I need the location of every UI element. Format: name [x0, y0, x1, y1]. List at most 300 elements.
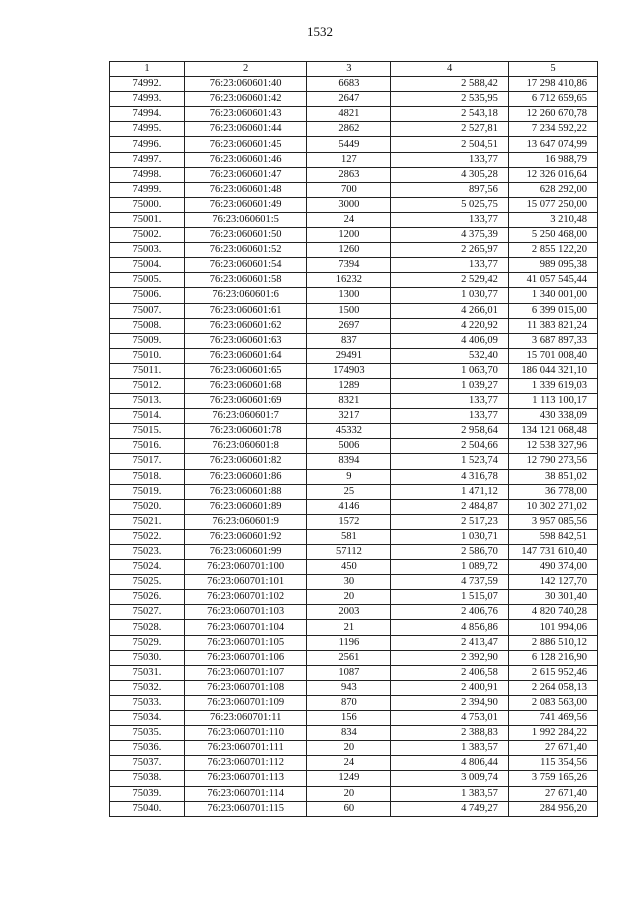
row-number-cell: 75039.	[110, 786, 185, 801]
cadastral-number-cell: 76:23:060601:42	[184, 92, 307, 107]
row-number-cell: 75023.	[110, 545, 185, 560]
rate-cell: 2 400,91	[391, 680, 508, 695]
rate-cell: 2 406,76	[391, 605, 508, 620]
row-number-cell: 75008.	[110, 318, 185, 333]
value-cell: 16 988,79	[508, 152, 597, 167]
table-row	[110, 620, 598, 635]
table-row	[110, 711, 598, 726]
area-cell: 29491	[307, 348, 391, 363]
area-cell: 2647	[307, 92, 391, 107]
area-cell: 6683	[307, 77, 391, 92]
cadastral-number-cell: 76:23:060701:113	[184, 771, 307, 786]
value-cell: 3 687 897,33	[508, 333, 597, 348]
rate-cell: 1 039,27	[391, 378, 508, 393]
cadastral-number-cell: 76:23:060601:9	[184, 514, 307, 529]
value-cell: 41 057 545,44	[508, 273, 597, 288]
value-cell: 17 298 410,86	[508, 77, 597, 92]
area-cell: 1500	[307, 303, 391, 318]
rate-cell: 1 383,57	[391, 786, 508, 801]
row-number-cell: 74994.	[110, 107, 185, 122]
row-number-cell: 75007.	[110, 303, 185, 318]
row-number-cell: 75019.	[110, 484, 185, 499]
cadastral-number-cell: 76:23:060601:78	[184, 424, 307, 439]
cadastral-number-cell: 76:23:060701:110	[184, 726, 307, 741]
area-cell: 1572	[307, 514, 391, 529]
row-number-cell: 75025.	[110, 575, 185, 590]
value-cell: 628 292,00	[508, 182, 597, 197]
table-row	[110, 529, 598, 544]
header-cell-3: 3	[307, 62, 391, 77]
row-number-cell: 74995.	[110, 122, 185, 137]
value-cell: 6 128 216,90	[508, 650, 597, 665]
area-cell: 1260	[307, 243, 391, 258]
value-cell: 147 731 610,40	[508, 545, 597, 560]
cadastral-number-cell: 76:23:060601:52	[184, 243, 307, 258]
table-row	[110, 499, 598, 514]
area-cell: 3000	[307, 197, 391, 212]
table-row	[110, 484, 598, 499]
row-number-cell: 75014.	[110, 409, 185, 424]
row-number-cell: 75038.	[110, 771, 185, 786]
value-cell: 741 469,56	[508, 711, 597, 726]
area-cell: 581	[307, 529, 391, 544]
value-cell: 1 113 100,17	[508, 394, 597, 409]
value-cell: 490 374,00	[508, 560, 597, 575]
rate-cell: 2 504,51	[391, 137, 508, 152]
table-row	[110, 152, 598, 167]
rate-cell: 2 388,83	[391, 726, 508, 741]
row-number-cell: 75006.	[110, 288, 185, 303]
rate-cell: 5 025,75	[391, 197, 508, 212]
table-row	[110, 258, 598, 273]
rate-cell: 1 523,74	[391, 454, 508, 469]
value-cell: 12 326 016,64	[508, 167, 597, 182]
value-cell: 12 260 670,78	[508, 107, 597, 122]
value-cell: 7 234 592,22	[508, 122, 597, 137]
rate-cell: 4 753,01	[391, 711, 508, 726]
row-number-cell: 75001.	[110, 212, 185, 227]
cadastral-number-cell: 76:23:060601:6	[184, 288, 307, 303]
rate-cell: 4 220,92	[391, 318, 508, 333]
area-cell: 20	[307, 590, 391, 605]
rate-cell: 2 394,90	[391, 695, 508, 710]
table-row	[110, 469, 598, 484]
value-cell: 11 383 821,24	[508, 318, 597, 333]
rate-cell: 133,77	[391, 409, 508, 424]
row-number-cell: 75036.	[110, 741, 185, 756]
area-cell: 9	[307, 469, 391, 484]
row-number-cell: 75030.	[110, 650, 185, 665]
area-cell: 30	[307, 575, 391, 590]
table-row	[110, 650, 598, 665]
area-cell: 20	[307, 786, 391, 801]
rate-cell: 1 030,71	[391, 529, 508, 544]
area-cell: 870	[307, 695, 391, 710]
value-cell: 101 994,06	[508, 620, 597, 635]
cadastral-number-cell: 76:23:060601:50	[184, 228, 307, 243]
header-cell-2: 2	[184, 62, 307, 77]
table-row	[110, 77, 598, 92]
table-row	[110, 363, 598, 378]
table-row	[110, 348, 598, 363]
cadastral-number-cell: 76:23:060601:8	[184, 439, 307, 454]
area-cell: 700	[307, 182, 391, 197]
value-cell: 27 671,40	[508, 741, 597, 756]
table-row	[110, 107, 598, 122]
cadastral-number-cell: 76:23:060601:62	[184, 318, 307, 333]
row-number-cell: 74992.	[110, 77, 185, 92]
area-cell: 1196	[307, 635, 391, 650]
row-number-cell: 75000.	[110, 197, 185, 212]
value-cell: 13 647 074,99	[508, 137, 597, 152]
cadastral-number-cell: 76:23:060601:99	[184, 545, 307, 560]
table-row	[110, 288, 598, 303]
table-row	[110, 786, 598, 801]
row-number-cell: 75017.	[110, 454, 185, 469]
rate-cell: 2 484,87	[391, 499, 508, 514]
table-row	[110, 726, 598, 741]
table-row	[110, 454, 598, 469]
table-row	[110, 182, 598, 197]
value-cell: 2 264 058,13	[508, 680, 597, 695]
area-cell: 837	[307, 333, 391, 348]
value-cell: 2 615 952,46	[508, 665, 597, 680]
area-cell: 24	[307, 756, 391, 771]
area-cell: 1300	[307, 288, 391, 303]
table-row	[110, 590, 598, 605]
cadastral-number-cell: 76:23:060701:107	[184, 665, 307, 680]
table-row	[110, 635, 598, 650]
value-cell: 6 712 659,65	[508, 92, 597, 107]
rate-cell: 2 958,64	[391, 424, 508, 439]
area-cell: 16232	[307, 273, 391, 288]
table-row	[110, 439, 598, 454]
row-number-cell: 75028.	[110, 620, 185, 635]
value-cell: 142 127,70	[508, 575, 597, 590]
row-number-cell: 74999.	[110, 182, 185, 197]
table-row	[110, 212, 598, 227]
value-cell: 2 855 122,20	[508, 243, 597, 258]
area-cell: 20	[307, 741, 391, 756]
cadastral-number-cell: 76:23:060601:5	[184, 212, 307, 227]
row-number-cell: 75020.	[110, 499, 185, 514]
row-number-cell: 75003.	[110, 243, 185, 258]
rate-cell: 2 413,47	[391, 635, 508, 650]
table-row	[110, 756, 598, 771]
row-number-cell: 75015.	[110, 424, 185, 439]
table-row	[110, 409, 598, 424]
cadastral-number-cell: 76:23:060601:47	[184, 167, 307, 182]
value-cell: 284 956,20	[508, 801, 597, 816]
page-number: 1532	[307, 24, 333, 39]
cadastral-number-cell: 76:23:060601:49	[184, 197, 307, 212]
area-cell: 2561	[307, 650, 391, 665]
area-cell: 450	[307, 560, 391, 575]
rate-cell: 4 737,59	[391, 575, 508, 590]
area-cell: 8321	[307, 394, 391, 409]
area-cell: 4146	[307, 499, 391, 514]
cadastral-number-cell: 76:23:060701:101	[184, 575, 307, 590]
rate-cell: 2 265,97	[391, 243, 508, 258]
rate-cell: 4 856,86	[391, 620, 508, 635]
value-cell: 115 354,56	[508, 756, 597, 771]
row-number-cell: 74993.	[110, 92, 185, 107]
row-number-cell: 75040.	[110, 801, 185, 816]
table-row	[110, 560, 598, 575]
value-cell: 3 210,48	[508, 212, 597, 227]
rate-cell: 4 316,78	[391, 469, 508, 484]
rate-cell: 1 383,57	[391, 741, 508, 756]
table-row	[110, 741, 598, 756]
rate-cell: 532,40	[391, 348, 508, 363]
area-cell: 24	[307, 212, 391, 227]
cadastral-number-cell: 76:23:060601:64	[184, 348, 307, 363]
row-number-cell: 75033.	[110, 695, 185, 710]
cadastral-number-cell: 76:23:060601:7	[184, 409, 307, 424]
area-cell: 57112	[307, 545, 391, 560]
table-row	[110, 318, 598, 333]
cadastral-number-cell: 76:23:060601:65	[184, 363, 307, 378]
row-number-cell: 75031.	[110, 665, 185, 680]
area-cell: 45332	[307, 424, 391, 439]
area-cell: 943	[307, 680, 391, 695]
cadastral-number-cell: 76:23:060601:54	[184, 258, 307, 273]
area-cell: 60	[307, 801, 391, 816]
value-cell: 10 302 271,02	[508, 499, 597, 514]
cadastral-number-cell: 76:23:060601:92	[184, 529, 307, 544]
table-row	[110, 122, 598, 137]
value-cell: 4 820 740,28	[508, 605, 597, 620]
value-cell: 12 538 327,96	[508, 439, 597, 454]
cadastral-number-cell: 76:23:060601:45	[184, 137, 307, 152]
cadastral-number-cell: 76:23:060701:111	[184, 741, 307, 756]
row-number-cell: 75018.	[110, 469, 185, 484]
cadastral-number-cell: 76:23:060701:114	[184, 786, 307, 801]
cadastral-number-cell: 76:23:060601:68	[184, 378, 307, 393]
cadastral-number-cell: 76:23:060701:104	[184, 620, 307, 635]
row-number-cell: 75032.	[110, 680, 185, 695]
area-cell: 127	[307, 152, 391, 167]
cadastral-number-cell: 76:23:060601:82	[184, 454, 307, 469]
rate-cell: 1 030,77	[391, 288, 508, 303]
value-cell: 30 301,40	[508, 590, 597, 605]
table-row	[110, 424, 598, 439]
value-cell: 134 121 068,48	[508, 424, 597, 439]
value-cell: 3 759 165,26	[508, 771, 597, 786]
cadastral-number-cell: 76:23:060601:44	[184, 122, 307, 137]
rate-cell: 2 504,66	[391, 439, 508, 454]
row-number-cell: 75029.	[110, 635, 185, 650]
value-cell: 36 778,00	[508, 484, 597, 499]
rate-cell: 2 588,42	[391, 77, 508, 92]
area-cell: 1249	[307, 771, 391, 786]
rate-cell: 133,77	[391, 212, 508, 227]
cadastral-number-cell: 76:23:060701:108	[184, 680, 307, 695]
rate-cell: 2 543,18	[391, 107, 508, 122]
cadastral-number-cell: 76:23:060601:63	[184, 333, 307, 348]
row-number-cell: 74997.	[110, 152, 185, 167]
value-cell: 2 083 563,00	[508, 695, 597, 710]
cadastral-number-cell: 76:23:060701:109	[184, 695, 307, 710]
area-cell: 5006	[307, 439, 391, 454]
cadastral-number-cell: 76:23:060701:115	[184, 801, 307, 816]
rate-cell: 2 529,42	[391, 273, 508, 288]
table-row	[110, 514, 598, 529]
rate-cell: 1 471,12	[391, 484, 508, 499]
area-cell: 1289	[307, 378, 391, 393]
data-table	[109, 61, 598, 817]
value-cell: 1 339 619,03	[508, 378, 597, 393]
cadastral-number-cell: 76:23:060701:103	[184, 605, 307, 620]
table-body	[110, 62, 598, 817]
table-row	[110, 378, 598, 393]
row-number-cell: 74998.	[110, 167, 185, 182]
area-cell: 3217	[307, 409, 391, 424]
row-number-cell: 75026.	[110, 590, 185, 605]
cadastral-number-cell: 76:23:060701:102	[184, 590, 307, 605]
value-cell: 1 992 284,22	[508, 726, 597, 741]
rate-cell: 1 063,70	[391, 363, 508, 378]
area-cell: 7394	[307, 258, 391, 273]
area-cell: 4821	[307, 107, 391, 122]
value-cell: 6 399 015,00	[508, 303, 597, 318]
value-cell: 598 842,51	[508, 529, 597, 544]
value-cell: 1 340 001,00	[508, 288, 597, 303]
table-row	[110, 243, 598, 258]
row-number-cell: 75035.	[110, 726, 185, 741]
table-row	[110, 197, 598, 212]
row-number-cell: 75034.	[110, 711, 185, 726]
row-number-cell: 75024.	[110, 560, 185, 575]
cadastral-number-cell: 76:23:060601:89	[184, 499, 307, 514]
area-cell: 21	[307, 620, 391, 635]
area-cell: 1200	[307, 228, 391, 243]
rate-cell: 1 089,72	[391, 560, 508, 575]
table-row	[110, 801, 598, 816]
area-cell: 2697	[307, 318, 391, 333]
header-cell-4: 4	[391, 62, 508, 77]
row-number-cell: 74996.	[110, 137, 185, 152]
cadastral-number-cell: 76:23:060601:40	[184, 77, 307, 92]
value-cell: 12 790 273,56	[508, 454, 597, 469]
header-cell-5: 5	[508, 62, 597, 77]
area-cell: 2862	[307, 122, 391, 137]
table-row	[110, 273, 598, 288]
rate-cell: 4 305,28	[391, 167, 508, 182]
cadastral-number-cell: 76:23:060601:61	[184, 303, 307, 318]
value-cell: 15 077 250,00	[508, 197, 597, 212]
row-number-cell: 75012.	[110, 378, 185, 393]
row-number-cell: 75027.	[110, 605, 185, 620]
cadastral-number-cell: 76:23:060701:105	[184, 635, 307, 650]
row-number-cell: 75011.	[110, 363, 185, 378]
rate-cell: 4 266,01	[391, 303, 508, 318]
row-number-cell: 75022.	[110, 529, 185, 544]
row-number-cell: 75037.	[110, 756, 185, 771]
table-row	[110, 665, 598, 680]
row-number-cell: 75016.	[110, 439, 185, 454]
value-cell: 27 671,40	[508, 786, 597, 801]
rate-cell: 3 009,74	[391, 771, 508, 786]
cadastral-number-cell: 76:23:060601:43	[184, 107, 307, 122]
rate-cell: 2 586,70	[391, 545, 508, 560]
table-row	[110, 695, 598, 710]
area-cell: 174903	[307, 363, 391, 378]
cadastral-number-cell: 76:23:060601:86	[184, 469, 307, 484]
row-number-cell: 75004.	[110, 258, 185, 273]
rate-cell: 133,77	[391, 152, 508, 167]
header-cell-1: 1	[110, 62, 185, 77]
area-cell: 8394	[307, 454, 391, 469]
area-cell: 25	[307, 484, 391, 499]
rate-cell: 133,77	[391, 394, 508, 409]
row-number-cell: 75009.	[110, 333, 185, 348]
table-row	[110, 575, 598, 590]
table-row	[110, 771, 598, 786]
row-number-cell: 75002.	[110, 228, 185, 243]
area-cell: 2863	[307, 167, 391, 182]
cadastral-number-cell: 76:23:060701:112	[184, 756, 307, 771]
value-cell: 3 957 085,56	[508, 514, 597, 529]
rate-cell: 2 535,95	[391, 92, 508, 107]
table-row	[110, 605, 598, 620]
cadastral-number-cell: 76:23:060601:46	[184, 152, 307, 167]
row-number-cell: 75005.	[110, 273, 185, 288]
area-cell: 5449	[307, 137, 391, 152]
rate-cell: 2 527,81	[391, 122, 508, 137]
table-row	[110, 680, 598, 695]
rate-cell: 4 806,44	[391, 756, 508, 771]
rate-cell: 2 517,23	[391, 514, 508, 529]
table-row	[110, 137, 598, 152]
value-cell: 430 338,09	[508, 409, 597, 424]
area-cell: 156	[307, 711, 391, 726]
rate-cell: 2 406,58	[391, 665, 508, 680]
value-cell: 38 851,02	[508, 469, 597, 484]
cadastral-number-cell: 76:23:060601:48	[184, 182, 307, 197]
row-number-cell: 75013.	[110, 394, 185, 409]
table-row	[110, 303, 598, 318]
table-header-row	[110, 62, 598, 77]
value-cell: 2 886 510,12	[508, 635, 597, 650]
value-cell: 5 250 468,00	[508, 228, 597, 243]
table-row	[110, 333, 598, 348]
area-cell: 2003	[307, 605, 391, 620]
cadastral-number-cell: 76:23:060601:69	[184, 394, 307, 409]
row-number-cell: 75010.	[110, 348, 185, 363]
cadastral-number-cell: 76:23:060701:106	[184, 650, 307, 665]
row-number-cell: 75021.	[110, 514, 185, 529]
rate-cell: 4 749,27	[391, 801, 508, 816]
value-cell: 989 095,38	[508, 258, 597, 273]
rate-cell: 2 392,90	[391, 650, 508, 665]
rate-cell: 897,56	[391, 182, 508, 197]
value-cell: 186 044 321,10	[508, 363, 597, 378]
rate-cell: 4 375,39	[391, 228, 508, 243]
table-row	[110, 394, 598, 409]
rate-cell: 4 406,09	[391, 333, 508, 348]
area-cell: 834	[307, 726, 391, 741]
table-row	[110, 228, 598, 243]
rate-cell: 133,77	[391, 258, 508, 273]
rate-cell: 1 515,07	[391, 590, 508, 605]
table-row	[110, 92, 598, 107]
cadastral-number-cell: 76:23:060601:58	[184, 273, 307, 288]
cadastral-number-cell: 76:23:060701:100	[184, 560, 307, 575]
table-row	[110, 545, 598, 560]
table-row	[110, 167, 598, 182]
cadastral-number-cell: 76:23:060701:11	[184, 711, 307, 726]
